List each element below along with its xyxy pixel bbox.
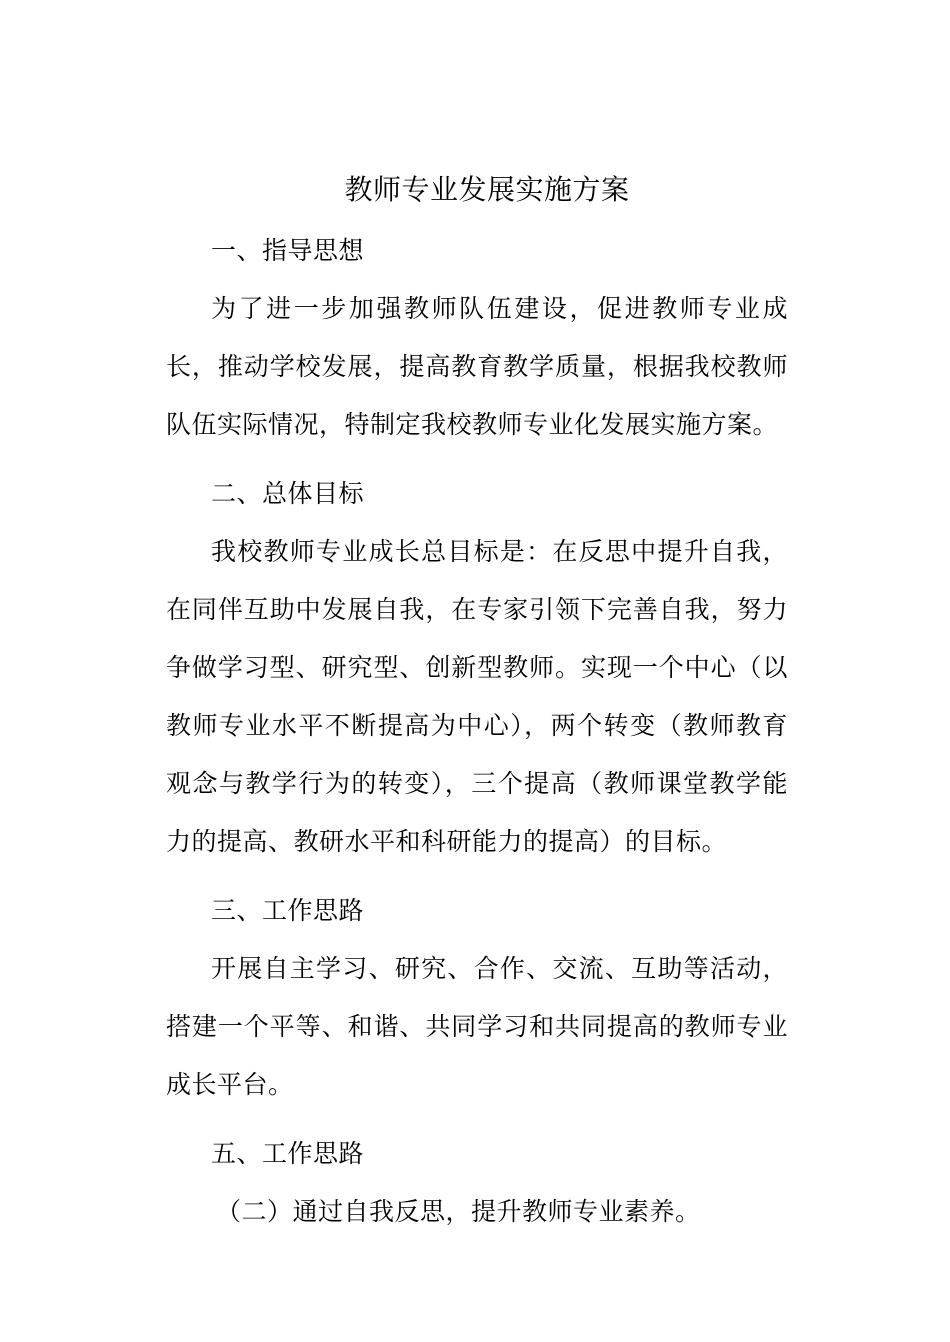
section-heading-guiding-ideology: 一、指导思想 (211, 236, 365, 265)
section-paragraph-work-approach: 开展自主学习、研究、合作、交流、互助等活动，搭建一个平等、和谐、共同学习和共同提高的教师专业成长平台。 (166, 954, 788, 1099)
document-title: 教师专业发展实施方案 (344, 173, 630, 206)
section-heading-work-approach-five: 五、工作思路 (211, 1139, 365, 1168)
section-item-self-reflection: （二）通过自我反思，提升教师专业素养。 (216, 1197, 701, 1226)
section-paragraph-overall-goal: 我校教师专业成长总目标是：在反思中提升自我，在同伴互助中发展自我，在专家引领下完善自我，努力争做学习型、研究型、创新型教师。实现一个中心（以教师专业水平不断提高为中心），两个转变（教师教育观念与教学行为的转变），三个提高（教师课堂教学能力的提高、教研水平和科研能力的提高）的目标。 (166, 537, 788, 856)
section-heading-overall-goal: 二、总体目标 (211, 479, 365, 508)
section-heading-work-approach: 三、工作思路 (211, 896, 365, 925)
document-body (166, 168, 788, 1241)
section-paragraph-guiding-ideology: 为了进一步加强教师队伍建设，促进教师专业成长，推动学校发展，提高教育教学质量，根据我校教师队伍实际情况，特制定我校教师专业化发展实施方案。 (166, 294, 788, 439)
